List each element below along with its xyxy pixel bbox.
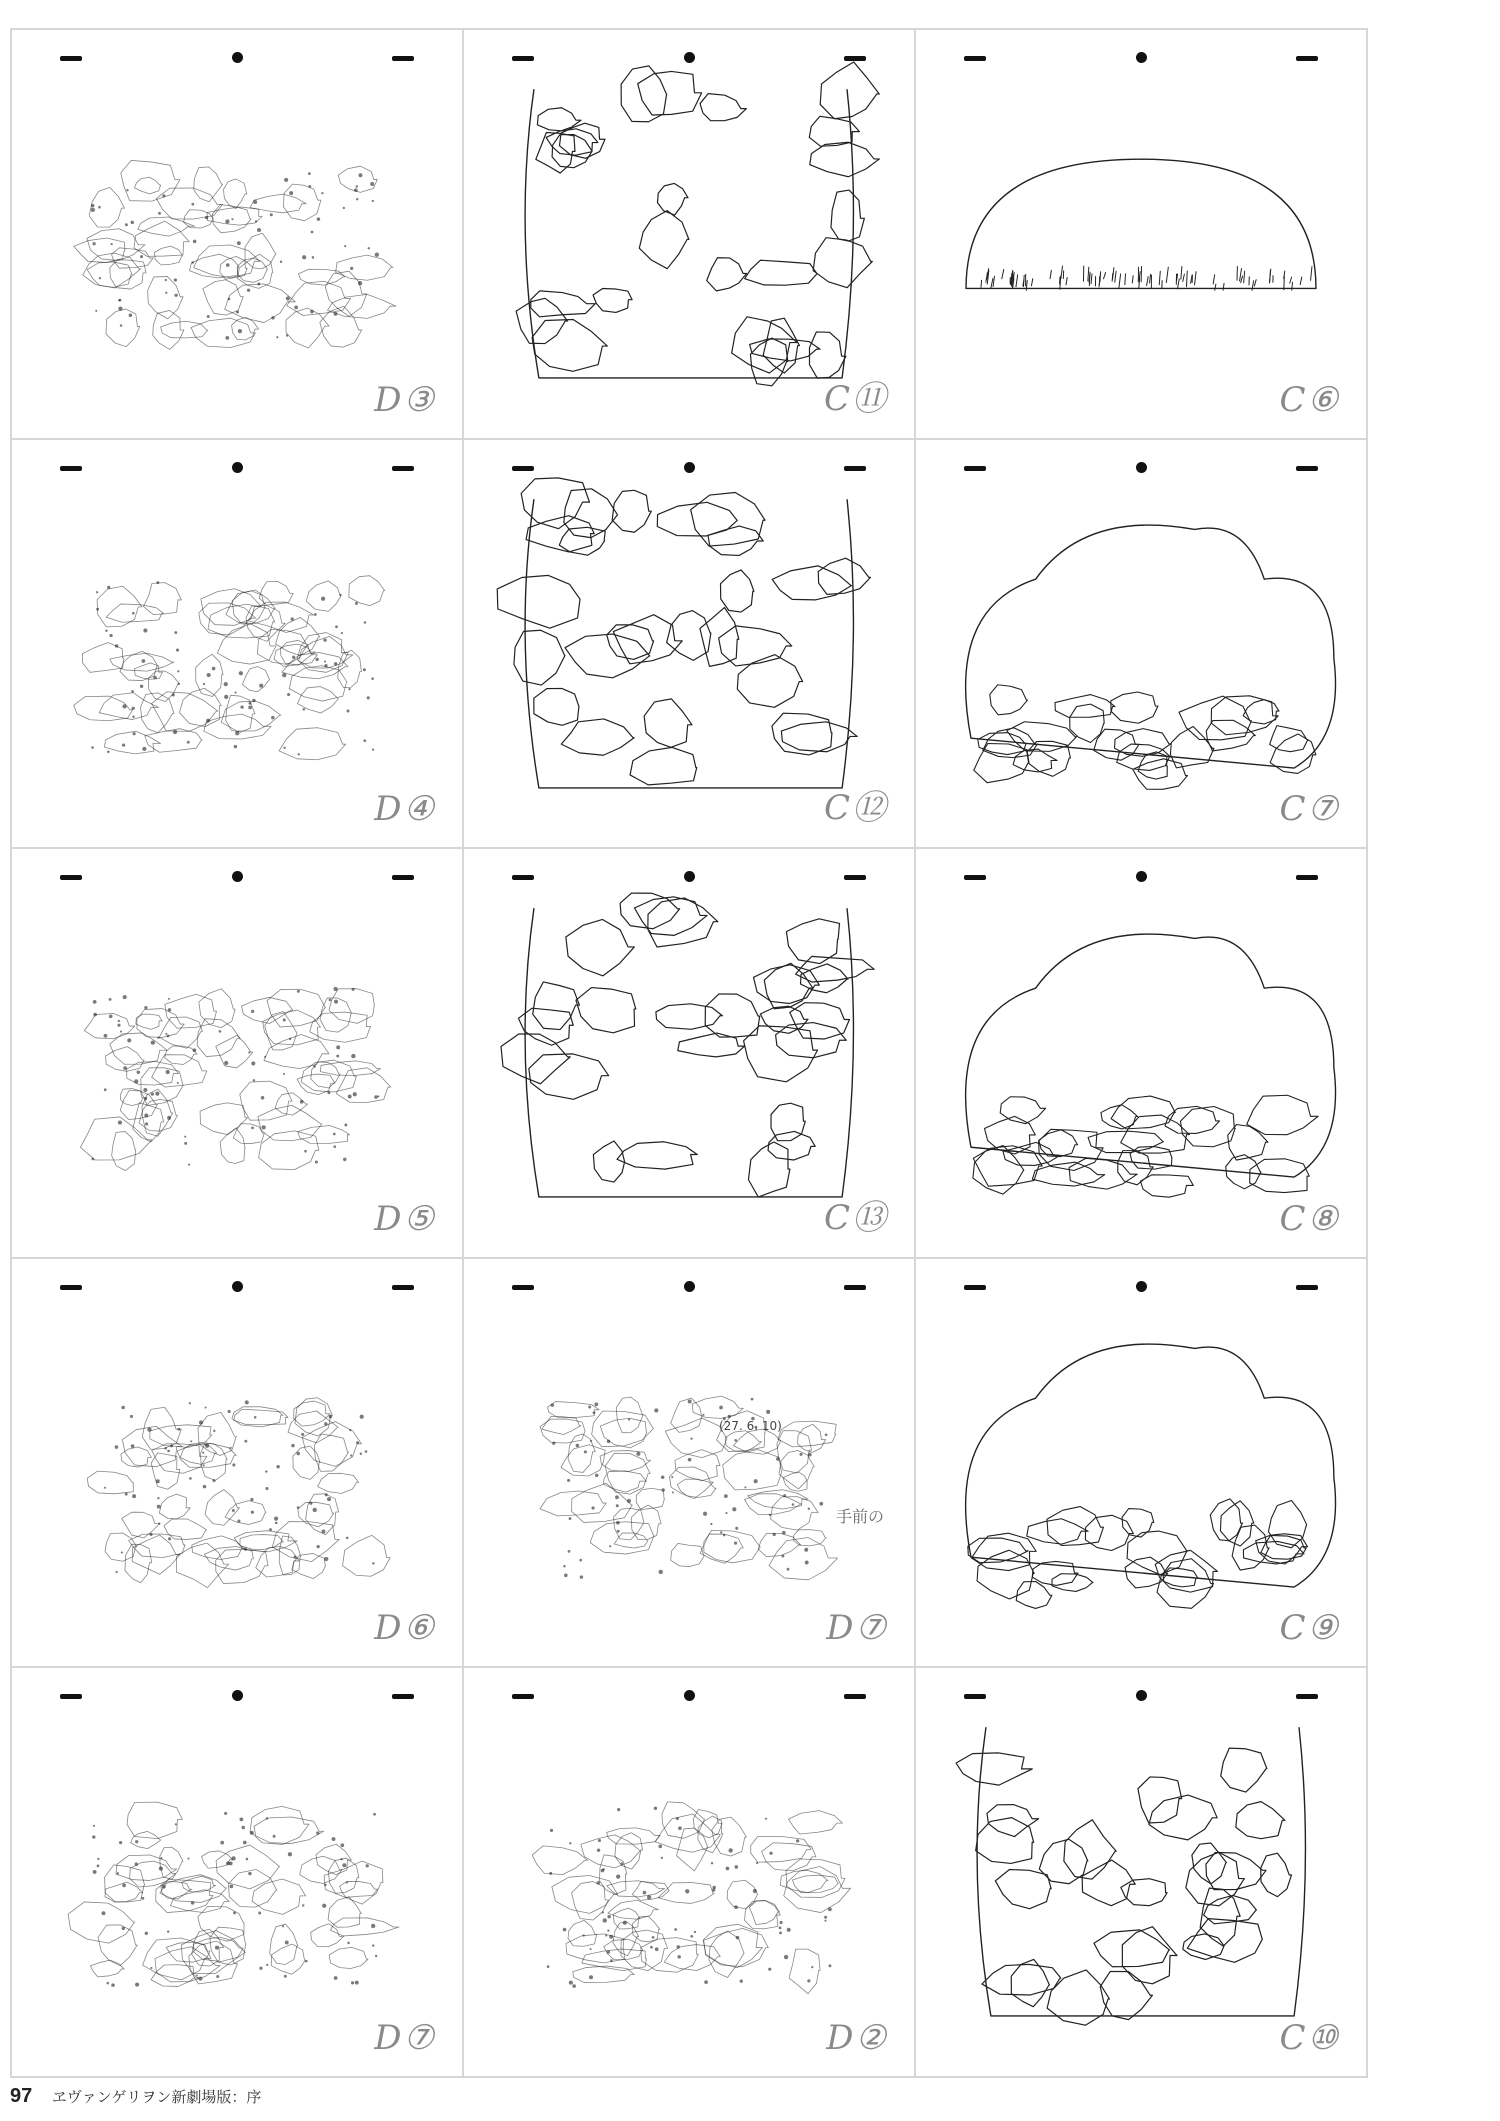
- cloud-sketch: [916, 30, 1366, 438]
- book-title: ヱヴァンゲリヲン新劇場版：序: [51, 2088, 262, 2106]
- cloud-sketch: [12, 440, 462, 848]
- cut-number-label: C⑧: [1279, 1198, 1340, 1239]
- drawing-cell: [915, 29, 1367, 439]
- cloud-sketch: [916, 440, 1366, 848]
- drawing-cell: [11, 1667, 463, 2077]
- drawing-cell: [915, 1258, 1367, 1668]
- cloud-sketch: [916, 849, 1366, 1257]
- cut-number-label: D④: [374, 789, 436, 830]
- cloud-sketch: [12, 1668, 462, 2076]
- cloud-sketch: [464, 1259, 914, 1667]
- cloud-sketch: [464, 1668, 914, 2076]
- drawing-cell: [915, 848, 1367, 1258]
- handwritten-note: 手前の: [836, 1506, 885, 1526]
- cut-number-label: C⑩: [1279, 2018, 1340, 2058]
- cloud-sketch: [12, 1259, 462, 1667]
- sheet-grid: [10, 28, 1368, 2078]
- cut-number-label: C⑦: [1279, 789, 1340, 830]
- cut-number-label: C⑪: [823, 378, 888, 419]
- drawing-cell: [915, 1667, 1367, 2077]
- drawing-cell: [915, 439, 1367, 849]
- drawing-cell: [463, 848, 915, 1258]
- drawing-cell: [463, 439, 915, 849]
- drawing-cell: [463, 1667, 915, 2077]
- drawing-cell: [463, 1258, 915, 1668]
- cut-number-label: D②: [826, 2018, 888, 2058]
- cut-number-label: C⑥: [1279, 379, 1340, 420]
- drawing-cell: [463, 29, 915, 439]
- cut-number-label: D⑥: [374, 1608, 436, 1649]
- cut-number-label: D⑤: [374, 1198, 436, 1239]
- drawing-cell: [11, 439, 463, 849]
- cloud-sketch: [916, 1668, 1366, 2076]
- handwritten-note: (27. 6. 10): [719, 1418, 782, 1433]
- drawing-cell: [11, 1258, 463, 1668]
- cut-number-label: D⑦: [374, 2018, 436, 2058]
- page-footer: [10, 2085, 261, 2108]
- drawing-cell: [11, 848, 463, 1258]
- cloud-sketch: [916, 1259, 1366, 1667]
- drawing-cell: [11, 29, 463, 439]
- cut-number-label: D③: [374, 379, 436, 420]
- cut-number-label: C⑫: [823, 788, 888, 829]
- cloud-sketch: [12, 849, 462, 1257]
- cut-number-label: C⑨: [1279, 1608, 1340, 1649]
- cloud-sketch: [12, 30, 462, 438]
- cut-number-label: D⑦: [826, 1608, 888, 1649]
- cut-number-label: C⑬: [823, 1197, 888, 1238]
- page-number: 97: [10, 2085, 33, 2107]
